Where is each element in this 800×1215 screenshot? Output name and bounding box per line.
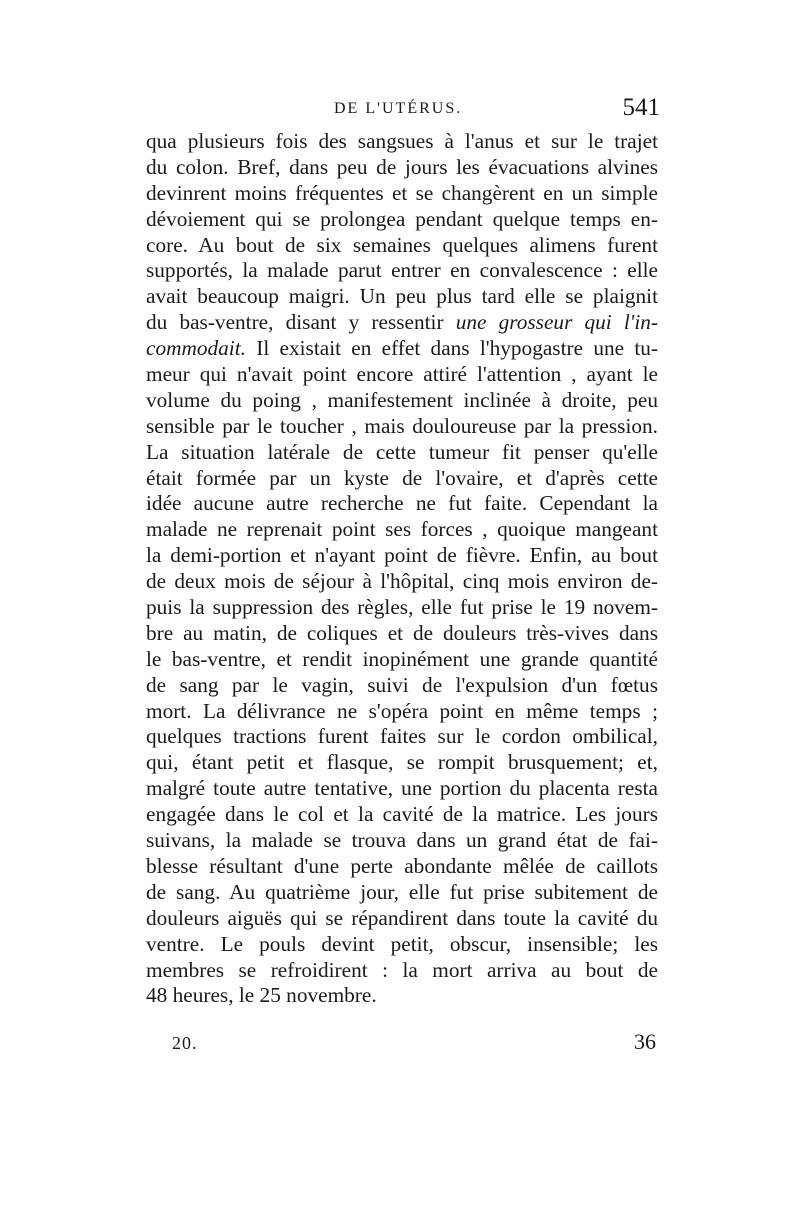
page-footer [146, 1029, 658, 1061]
body-text [146, 129, 658, 1009]
text-line: dévoiement qui se prolongea pendant quelque temps en- [146, 206, 658, 231]
text-line: core. Au bout de six semaines quelques alimens furent [146, 232, 658, 257]
page-number: 541 [622, 94, 660, 121]
text-line: mort. La délivrance ne s'opéra point en même temps ; [146, 698, 658, 723]
text-line: 48 heures, le 25 novembre. [146, 983, 377, 1008]
text-line: douleurs aiguës qui se répandirent dans toute la cavité du [146, 905, 658, 930]
text-line: La situation latérale de cette tumeur fit penser qu'elle [146, 439, 658, 464]
text-line: blesse résultant d'une perte abondante mêlée de caillots [146, 853, 658, 878]
text-line: membres se refroidirent : la mort arriva au bout de [146, 957, 658, 982]
text-line: le bas-ventre, et rendit inopinément une grande quantité [146, 646, 658, 671]
text-line: de sang. Au quatrième jour, elle fut prise subitement de [146, 879, 658, 904]
text-line: suivans, la malade se trouva dans un grand état de fai- [146, 828, 658, 853]
text-line: idée aucune autre recherche ne fut faite. Cependant la [146, 491, 658, 516]
italic-phrase: une grosseur qui l'in- [455, 310, 658, 335]
text-line: ventre. Le pouls devint petit, obscur, insensible; les [146, 931, 658, 956]
text-segment: Il existait en effet dans l'hypogastre une tu- [245, 336, 658, 361]
italic-phrase: commodait. [146, 336, 246, 361]
text-segment: du bas-ventre, disant y ressentir [146, 310, 456, 335]
text-line: puis la suppression des règles, elle fut prise le 19 novem- [146, 595, 658, 620]
catchword: 36 [634, 1029, 656, 1054]
text-line: qua plusieurs fois des sangsues à l'anus et sur le trajet [146, 129, 658, 153]
text-line: quelques tractions furent faites sur le cordon ombilical, [146, 724, 658, 749]
signature-mark: 20. [172, 1033, 198, 1053]
text-line: était formée par un kyste de l'ovaire, et d'après cette [146, 465, 658, 490]
text-line: la demi-portion et n'ayant point de fièvre. Enfin, au bout [146, 543, 658, 568]
text-line: malgré toute autre tentative, une portion du placenta resta [146, 776, 658, 801]
text-line: meur qui n'avait point encore attiré l'attention , ayant le [146, 362, 658, 387]
text-line: de deux mois de séjour à l'hôpital, cinq mois environ de- [146, 569, 658, 594]
text-line: bre au matin, de coliques et de douleurs très-vives dans [146, 620, 658, 645]
text-line: volume du poing , manifestement inclinée à droite, peu [146, 387, 658, 412]
text-line: qui, étant petit et flasque, se rompit brusquement; et, [146, 750, 658, 775]
text-line: du colon. Bref, dans peu de jours les évacuations alvines [146, 154, 658, 179]
text-line: avait beaucoup maigri. Un peu plus tard elle se plaignit [146, 284, 658, 309]
text-line: de sang par le vagin, suivi de l'expulsion d'un fœtus [146, 672, 658, 697]
running-title: DE L'UTÉRUS. [334, 100, 463, 117]
text-line [146, 310, 658, 336]
text-line [146, 336, 658, 362]
running-header [146, 94, 666, 128]
text-line: devinrent moins fréquentes et se changèrent en un simple [146, 180, 658, 205]
text-line: sensible par le toucher , mais douloureuse par la pression. [146, 413, 658, 438]
text-line: engagée dans le col et la cavité de la matrice. Les jours [146, 802, 658, 827]
text-line: malade ne reprenait point ses forces , quoique mangeant [146, 517, 658, 542]
text-line: supportés, la malade parut entrer en convalescence : elle [146, 258, 658, 283]
